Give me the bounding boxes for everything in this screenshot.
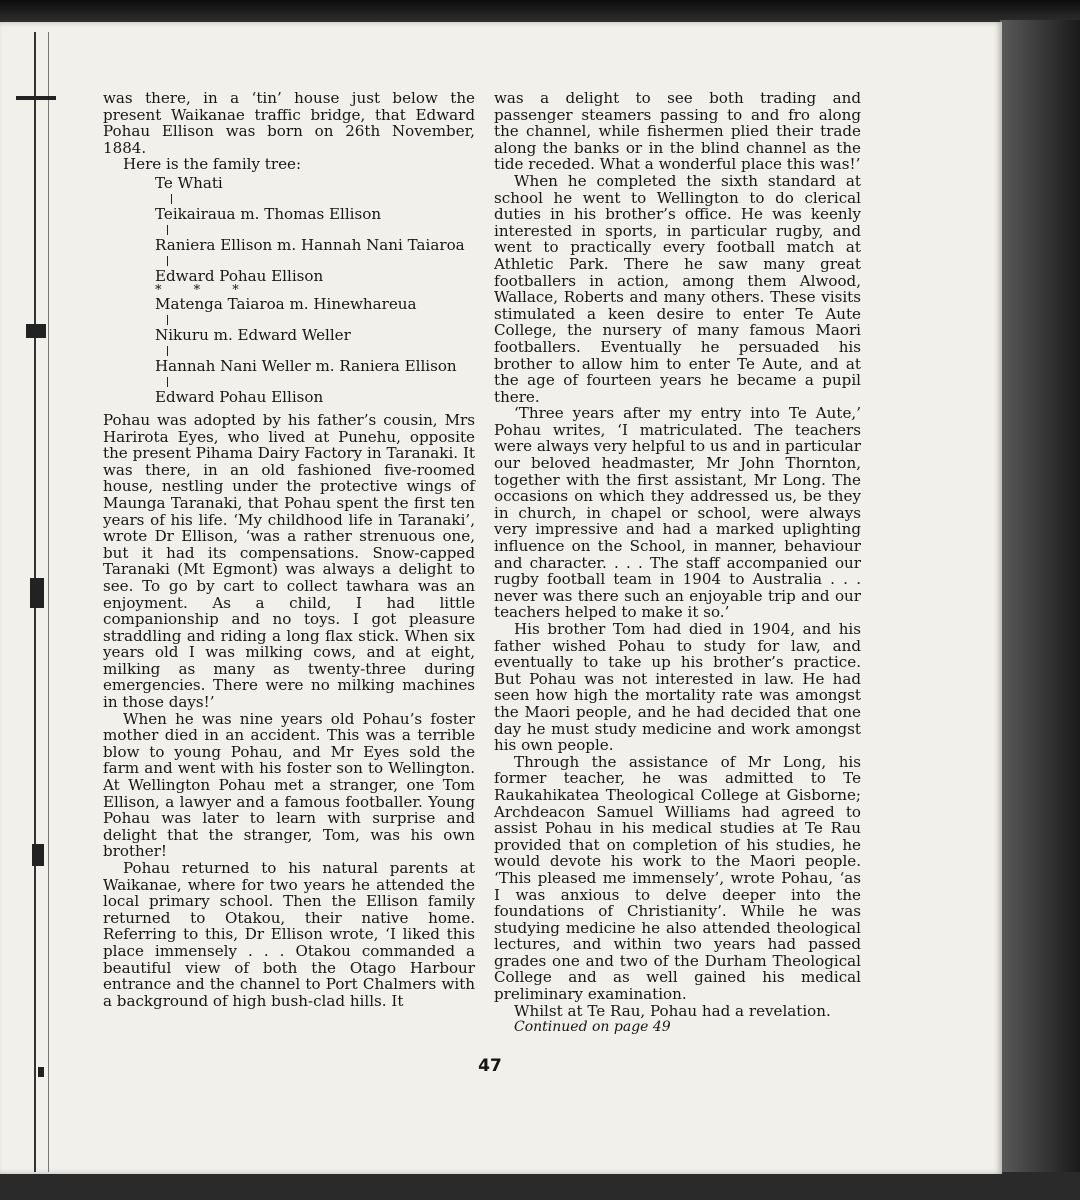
binding-staple-mark: [26, 324, 46, 338]
family-tree-connector: [167, 346, 168, 356]
page-number: 47: [478, 1056, 502, 1076]
family-tree-connector: [167, 225, 168, 235]
family-tree-connector: [167, 377, 168, 387]
family-tree-entry: Nikuru m. Edward Weller: [155, 325, 351, 344]
scan-border-bottom: [0, 1172, 1080, 1200]
family-tree-entry: Hannah Nani Weller m. Raniera Ellison: [155, 356, 457, 375]
binding-staple-mark: [32, 844, 44, 866]
body-paragraph: Pohau was adopted by his father’s cousin, Mrs Harirota Eyes, who lived at Punehu, opposite the present Pihama Dairy Factory in Taranaki. It was there, in an old fashioned five-roomed house, nestling under the protective wings of Maunga Taranaki, that Pohau spent the first ten years of his life. ‘My childhood life in Taranaki’, wrote Dr Ellison, ‘was a rather strenuous one, but it had its compensations. Snow-capped Taranaki (Mt Egmont) was always a delight to see. To go by cart to collect tawhara was an enjoyment. As a child, I had little companionship and no toys. I got pleasure straddling and riding a long flax stick. When six years old I was milking cows, and at eight, milking as many as twenty-three during emergencies. There were no milking machines in those days!’: [103, 410, 475, 712]
body-paragraph: When he was nine years old Pohau’s foster mother died in an accident. This was a terrible blow to young Pohau, and Mr Eyes sold the farm and went with his foster son to Wellington. At Wellington Pohau met a stranger, one Tom Ellison, a lawyer and a famous footballer. Young Pohau was later to learn with surprise and delight that the stranger, Tom, was his own brother!: [103, 709, 475, 861]
binding-edge-inner: [48, 32, 49, 1172]
family-tree-intro: Here is the family tree:: [123, 155, 302, 174]
family-tree-separator: * * *: [155, 282, 253, 298]
family-tree: [103, 175, 475, 406]
body-paragraph: Through the assistance of Mr Long, his former teacher, he was admitted to Te Raukahikatea Theological College at Gisborne; Archdeacon Samuel Williams had agreed to assist Pohau in his medical studies at Te Rau provided that on completion of his studies, he would devote his work to the Maori people. ‘This pleased me immensely’, wrote Pohau, ‘as I was anxious to delve deeper into the foundations of Christianity’. While he was studying medicine he also attended theological lectures, and within two years had passed grades one and two of the Durham Theological College and as well gained his medical preliminary examination.: [494, 752, 861, 1004]
scan-border-right: [1000, 20, 1080, 1180]
family-tree-entry: Teikairaua m. Thomas Ellison: [155, 204, 382, 223]
family-tree-entry: Te Whati: [155, 173, 223, 192]
left-opening-paragraph: was there, in a ‘tin’ house just below the present Waikanae traffic bridge, that Edward Pohau Ellison was born on 26th November, 1884.: [103, 89, 475, 157]
magazine-page: [0, 22, 1002, 1174]
binding-staple-mark: [16, 96, 56, 100]
family-tree-entry: Raniera Ellison m. Hannah Nani Taiaroa: [155, 235, 465, 254]
body-paragraph: When he completed the sixth standard at school he went to Wellington to do clerical duties in his brother’s office. He was keenly interested in sports, in particular rugby, and went to practically every football match at Athletic Park. There he saw many great footballers in action, among them Alwood, Wallace, Roberts and many others. These visits stimulated a keen desire to enter Te Aute College, the nursery of many famous Maori footballers. Eventually he persuaded his brother to allow him to enter Te Aute, and at the age of fourteen years he became a pupil there.: [494, 171, 861, 406]
family-tree-connector: [171, 194, 172, 204]
body-paragraph: Pohau returned to his natural parents at Waikanae, where for two years he attended the local primary school. Then the Ellison family returned to Otakou, their native home. Referring to this, Dr Ellison wrote, ‘I liked this place immensely . . . Otakou commanded a beautiful view of both the Otago Harbour entrance and the channel to Port Chalmers with a background of high bush-clad hills. It: [103, 859, 475, 1010]
right-opening-paragraph: was a delight to see both trading and passenger steamers passing to and fro along the channel, while fishermen plied their trade along the banks or in the blind channel as the tide receded. What a wonderful place this was!’: [494, 89, 861, 174]
binding-staple-mark: [38, 1067, 44, 1077]
family-tree-entry: Edward Pohau Ellison: [155, 266, 324, 285]
binding-staple-mark: [30, 578, 44, 608]
body-paragraph: His brother Tom had died in 1904, and his father wished Pohau to study for law, and eventually to take up his brother’s practice. But Pohau was not interested in law. He had seen how high the mortality rate was amongst the Maori people, and he had decided that one day he must study medicine and work amongst his own people.: [494, 620, 861, 755]
right-column: [494, 90, 861, 1036]
body-paragraph: Whilst at Te Rau, Pohau had a revelation.: [514, 1001, 831, 1020]
family-tree-connector: [167, 256, 168, 266]
continued-note: Continued on page 49: [514, 1019, 671, 1036]
body-paragraph: ‘Three years after my entry into Te Aute,’ Pohau writes, ‘I matriculated. The teachers were always very helpful to us and in particular our beloved headmaster, Mr John Thornton, together with the first assistant, Mr Long. The occasions on which they addressed us, be they in church, in chapel or school, were always very impressive and had a marked uplighting influence on the School, in manner, behaviour and character. . . . The staff accompanied our rugby football team in 1904 to Australia . . . never was there such an enjoyable trip and our teachers helped to make it so.’: [494, 404, 861, 622]
family-tree-connector: [167, 315, 168, 325]
family-tree-entry: Edward Pohau Ellison: [155, 387, 324, 406]
family-tree-entry: Matenga Taiaroa m. Hinewhareua: [155, 294, 417, 313]
left-column: [103, 90, 475, 1009]
